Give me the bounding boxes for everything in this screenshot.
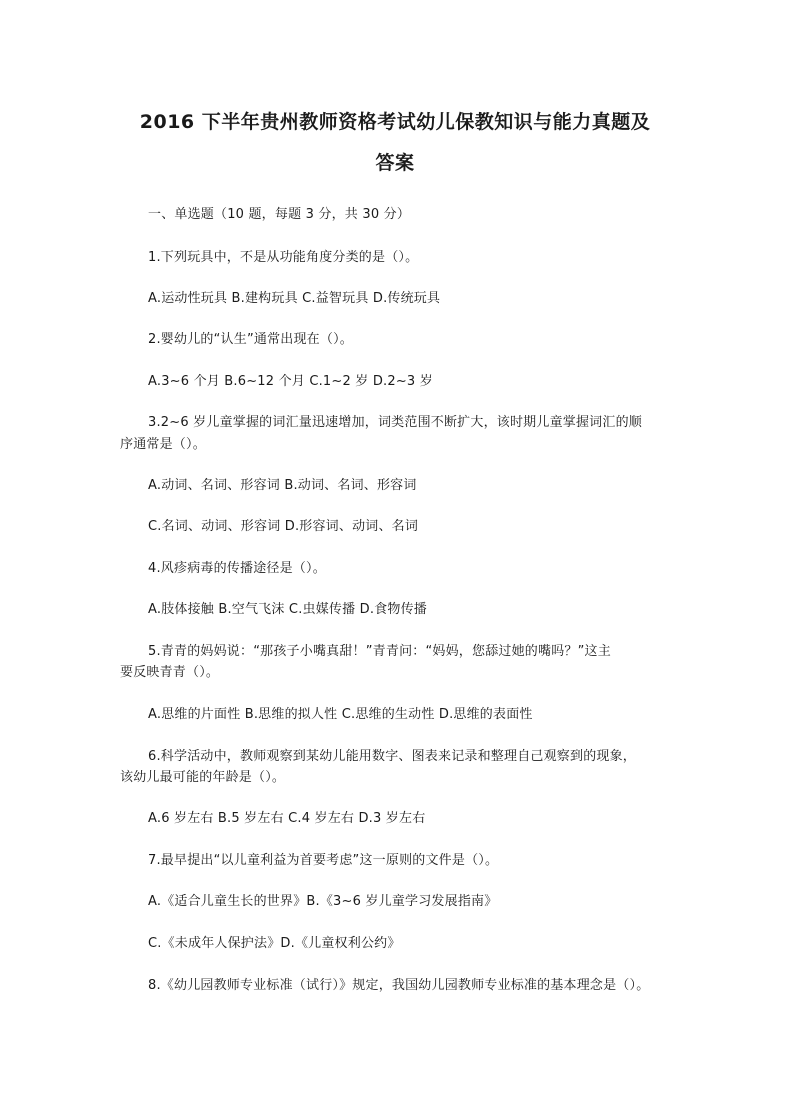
question-7-stem: 7.最早提出“以儿童利益为首要考虑”这一原则的文件是（）。 — [148, 853, 499, 868]
question-2-stem: 2.婴幼儿的“认生”通常出现在（）。 — [148, 332, 353, 347]
document-title-line-1: 2016 下半年贵州教师资格考试幼儿保教知识与能力真题及 — [139, 111, 651, 133]
question-7-options-2: C.《未成年人保护法》D.《儿童权利公约》 — [148, 936, 401, 951]
question-4-options: A.肢体接触 B.空气飞沫 C.虫媒传播 D.食物传播 — [148, 602, 427, 617]
question-7-options-1: A.《适合儿童生长的世界》B.《3~6 岁儿童学习发展指南》 — [148, 894, 498, 909]
question-4-stem: 4.风疹病毒的传播途径是（）。 — [148, 561, 326, 576]
question-6-stem: 6.科学活动中，教师观察到某幼儿能用数字、图表来记录和整理自己观察到的现象， — [148, 749, 637, 764]
question-6-stem-continued: 该幼儿最可能的年龄是（）。 — [120, 770, 286, 785]
section-heading: 一、单选题（10 题，每题 3 分，共 30 分） — [148, 207, 411, 222]
question-1-stem: 1.下列玩具中，不是从功能角度分类的是（）。 — [148, 250, 419, 265]
question-8-stem: 8.《幼儿园教师专业标准（试行）》规定，我国幼儿园教师专业标准的基本理念是（）。 — [148, 978, 650, 993]
question-3-options-2: C.名词、动词、形容词 D.形容词、动词、名词 — [148, 519, 419, 534]
question-3-stem: 3.2~6 岁儿童掌握的词汇量迅速增加，词类范围不断扩大，该时期儿童掌握词汇的顺 — [148, 415, 642, 430]
question-3-stem-continued: 序通常是（）。 — [120, 437, 206, 452]
question-5-stem-continued: 要反映青青（）。 — [120, 665, 220, 680]
question-3-options-1: A.动词、名词、形容词 B.动词、名词、形容词 — [148, 478, 417, 493]
question-1-options: A.运动性玩具 B.建构玩具 C.益智玩具 D.传统玩具 — [148, 291, 441, 306]
document-title-line-2: 答案 — [375, 152, 415, 174]
question-6-options: A.6 岁左右 B.5 岁左右 C.4 岁左右 D.3 岁左右 — [148, 811, 426, 826]
question-5-stem: 5.青青的妈妈说：“那孩子小嘴真甜！”青青问：“妈妈，您舔过她的嘴吗？”这主 — [148, 644, 611, 659]
question-5-options: A.思维的片面性 B.思维的拟人性 C.思维的生动性 D.思维的表面性 — [148, 707, 533, 722]
question-2-options: A.3~6 个月 B.6~12 个月 C.1~2 岁 D.2~3 岁 — [148, 374, 433, 389]
